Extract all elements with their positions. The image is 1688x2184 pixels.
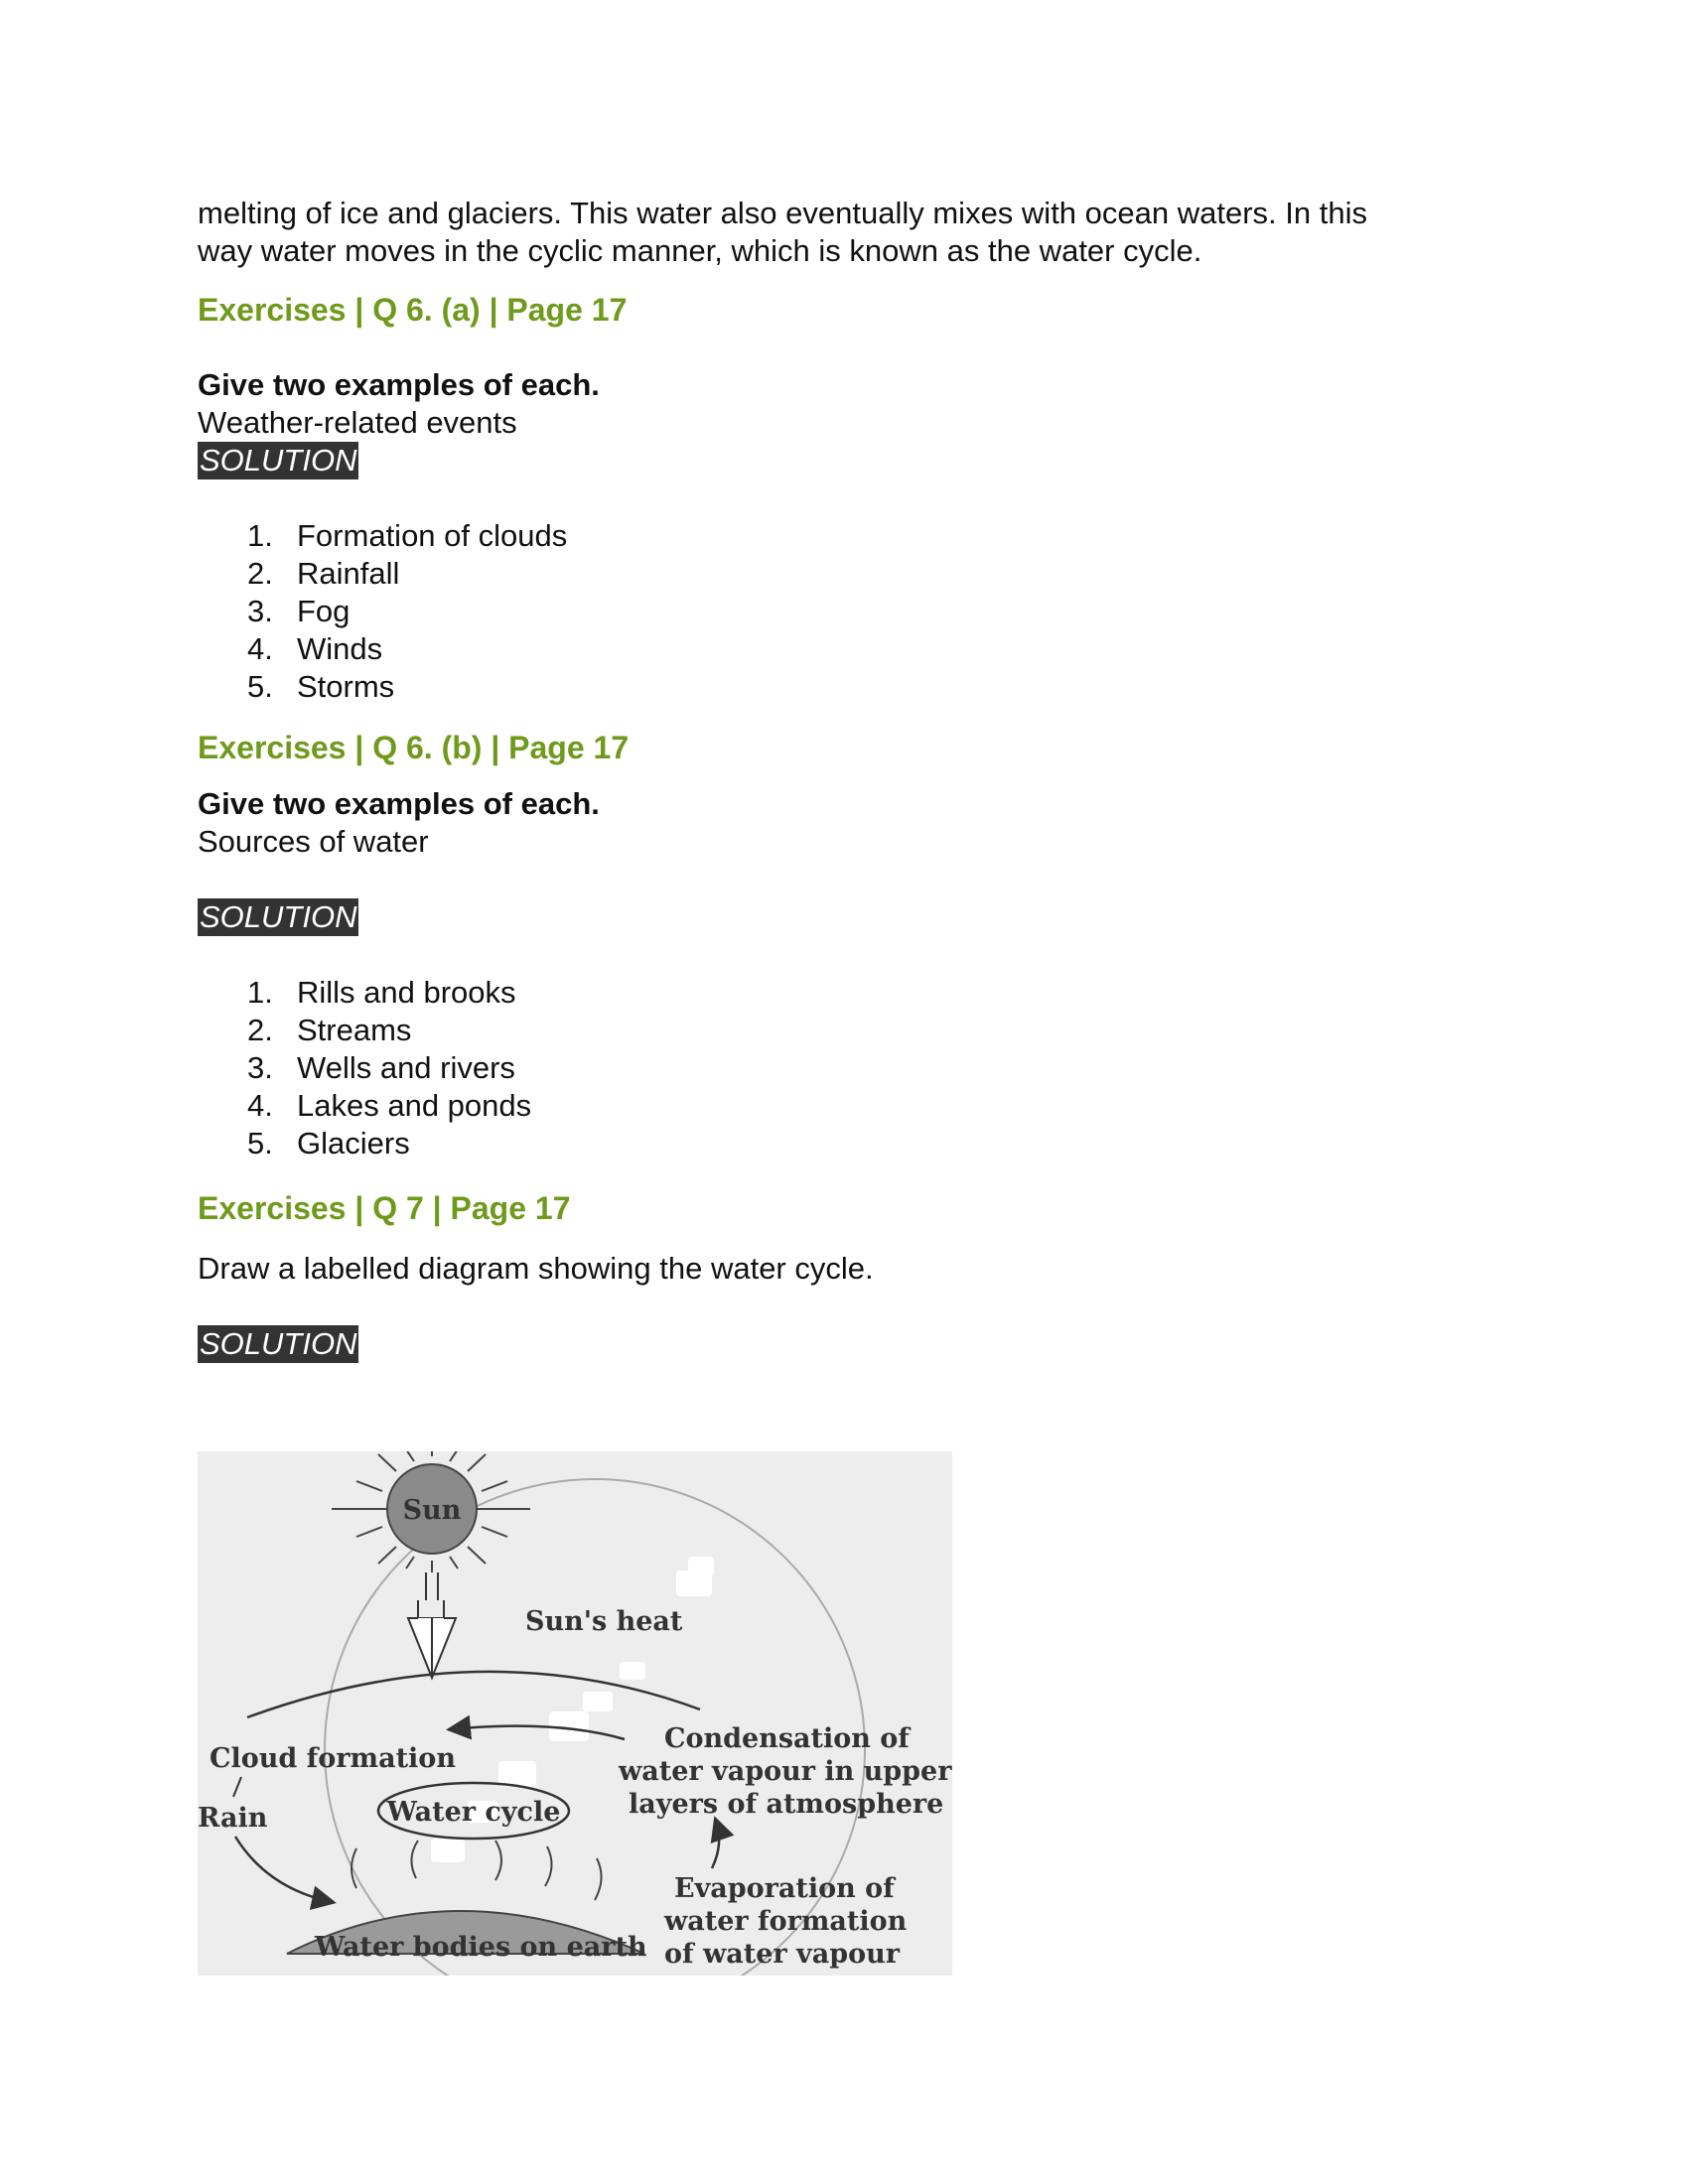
list-item: 4. Winds <box>247 631 383 666</box>
list-item: 4. Lakes and ponds <box>247 1088 532 1123</box>
evaporation-line-3: of water vapour <box>664 1939 900 1970</box>
list-item: 1. Formation of clouds <box>247 518 568 553</box>
water-bodies-label: Water bodies on earth <box>315 1932 647 1963</box>
q6a-heading: Exercises | Q 6. (a) | Page 17 <box>198 292 628 328</box>
rain-arrow <box>235 1837 332 1902</box>
rain-tick <box>233 1777 241 1797</box>
rain-label: Rain <box>198 1803 268 1834</box>
q6b-heading: Exercises | Q 6. (b) | Page 17 <box>198 730 630 765</box>
list-item: 1. Rills and brooks <box>247 975 516 1010</box>
q6b-question: Give two examples of each. <box>198 786 600 821</box>
sun-label: Sun <box>402 1495 462 1526</box>
q7-heading: Exercises | Q 7 | Page 17 <box>198 1190 571 1226</box>
list-item: 5. Storms <box>247 669 395 704</box>
q7-question: Draw a labelled diagram showing the water cycle. <box>198 1251 874 1286</box>
q6b-subject: Sources of water <box>198 824 429 859</box>
evaporation-line-1: Evaporation of <box>674 1873 895 1904</box>
list-item: 2. Rainfall <box>247 556 400 591</box>
list-item: 2. Streams <box>247 1013 412 1047</box>
q6b-solution-label: SOLUTION <box>200 899 357 934</box>
intro-line-1: melting of ice and glaciers. This water also eventually mixes with ocean waters. In this <box>198 196 1367 230</box>
evaporation-arrows <box>352 1841 602 1900</box>
q7-solution-label: SOLUTION <box>200 1326 357 1361</box>
intro-line-2: way water moves in the cyclic manner, which is known as the water cycle. <box>198 233 1202 268</box>
document-page <box>198 195 1488 1363</box>
q6a-answer-list <box>198 517 1488 706</box>
condensation-line-2: water vapour in upper <box>619 1756 952 1787</box>
suns-heat-label: Sun's heat <box>525 1606 683 1637</box>
list-item: 5. Glaciers <box>247 1126 410 1160</box>
condensation-arrow <box>712 1821 719 1868</box>
list-item: 3. Fog <box>247 594 351 628</box>
condensation-line-1: Condensation of <box>664 1723 910 1754</box>
cloud-arrow <box>451 1726 625 1739</box>
evaporation-line-2: water formation <box>664 1906 908 1937</box>
water-cycle-label: Water cycle <box>386 1797 561 1828</box>
water-cycle-svg <box>198 1451 952 1976</box>
q6b-answer-list <box>198 974 1488 1162</box>
q6a-subject: Weather-related events <box>198 405 517 440</box>
water-cycle-diagram <box>198 1451 952 1976</box>
down-arrow-icon <box>408 1572 456 1678</box>
q6a-solution-label: SOLUTION <box>200 443 357 478</box>
cloud-formation-label: Cloud formation <box>210 1743 456 1774</box>
condensation-line-3: layers of atmosphere <box>629 1789 944 1820</box>
q6a-question: Give two examples of each. <box>198 367 600 402</box>
list-item: 3. Wells and rivers <box>247 1050 515 1085</box>
